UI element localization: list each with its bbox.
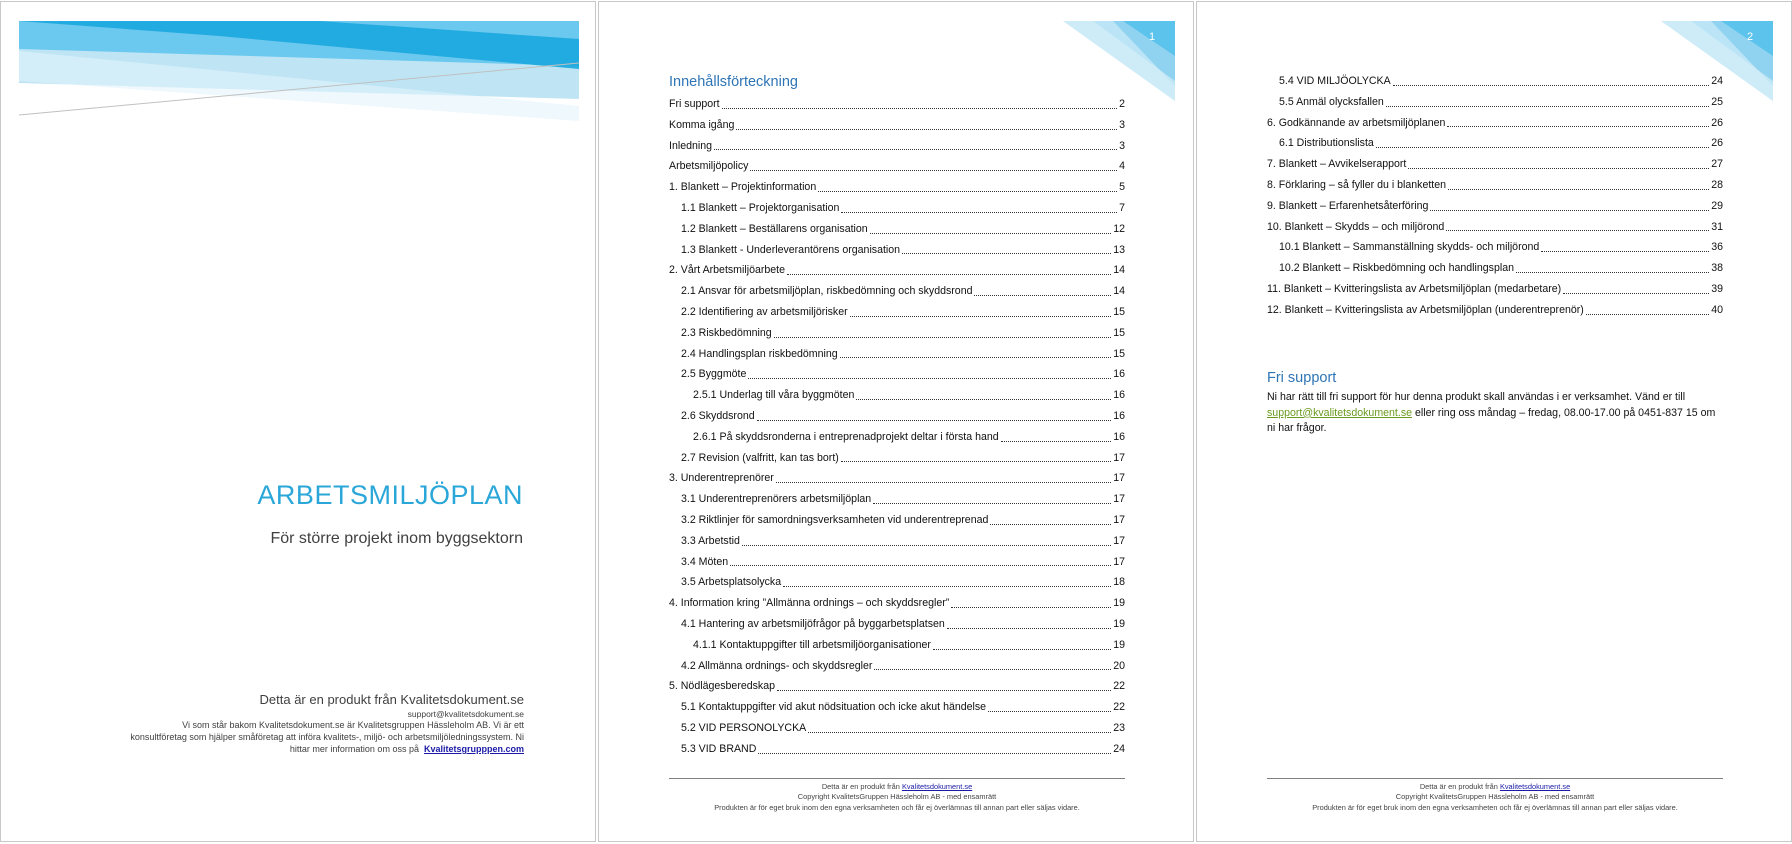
toc-dot-leader bbox=[1446, 230, 1709, 231]
toc-dot-leader bbox=[1541, 251, 1709, 252]
toc-dot-leader bbox=[714, 149, 1117, 150]
toc-dot-leader bbox=[947, 628, 1111, 629]
toc-entry-page: 17 bbox=[1113, 534, 1125, 547]
toc-entry-title: 6. Godkännande av arbetsmiljöplanen bbox=[1267, 116, 1446, 129]
toc-dot-leader bbox=[1563, 293, 1709, 294]
toc-entry-title: 4.2 Allmänna ordnings- och skyddsregler bbox=[681, 659, 873, 672]
toc-dot-leader bbox=[757, 420, 1112, 421]
toc-dot-leader bbox=[1586, 314, 1709, 315]
toc-entry-page: 29 bbox=[1711, 199, 1723, 212]
toc-entry-page: 16 bbox=[1113, 368, 1125, 381]
toc-entry-title: 5. Nödlägesberedskap bbox=[669, 680, 776, 693]
toc-dot-leader bbox=[1001, 441, 1112, 442]
toc-entry-page: 22 bbox=[1113, 680, 1125, 693]
toc-dot-leader bbox=[774, 337, 1112, 338]
toc-dot-leader bbox=[1447, 126, 1709, 127]
toc-entry-page: 7 bbox=[1119, 201, 1125, 214]
toc-entry[interactable] bbox=[669, 406, 1125, 427]
cover-footer-description: Vi som står bakom Kvalitetsdokument.se är Kvalitetsgruppen Hässleholm AB. Vi är ett konsultföretag som hjälper småföretag att införa kvalitets-, miljö- och arbetsmiljöledningssystem. Ni hittar mer information om oss på bbox=[130, 720, 524, 754]
toc-dot-leader bbox=[777, 690, 1111, 691]
footer-line-2: Copyright KvalitetsGruppen Hässleholm AB - med ensamrätt bbox=[1395, 792, 1595, 802]
toc-entry-page: 40 bbox=[1711, 303, 1723, 316]
toc-dot-leader bbox=[1516, 272, 1709, 273]
toc-dot-leader bbox=[840, 357, 1112, 358]
toc-entry-page: 15 bbox=[1113, 305, 1125, 318]
toc-entry[interactable] bbox=[669, 697, 1125, 718]
toc-entry-title: 3.5 Arbetsplatsolycka bbox=[681, 576, 782, 589]
toc-entry-page: 17 bbox=[1113, 451, 1125, 464]
toc-entry[interactable] bbox=[669, 364, 1125, 385]
toc-entry-title: 5.4 VID MILJÖOLYCKA bbox=[1279, 75, 1391, 87]
toc-entry-title: 2.7 Revision (valfritt, kan tas bort) bbox=[681, 451, 839, 464]
support-text-1: Ni har rätt till fri support för hur denna produkt skall användas i er verksamhet. Vänd er till bbox=[1267, 391, 1686, 403]
toc-entry-page: 16 bbox=[1113, 430, 1125, 443]
footer-line-3: Produkten är för eget bruk inom den egna verksamheten och får ej överlämnas till annan part eller säljas vidare. bbox=[1312, 802, 1678, 812]
toc-entry-page: 26 bbox=[1711, 137, 1723, 150]
toc-dot-leader bbox=[730, 565, 1111, 566]
toc-entry[interactable] bbox=[1267, 217, 1723, 238]
toc-entry[interactable] bbox=[669, 531, 1125, 552]
toc-entry-title: 3.2 Riktlinjer för samordningsverksamheten vid underentreprenad bbox=[681, 513, 989, 526]
toc-dot-leader bbox=[1430, 210, 1709, 211]
toc-entry-page: 17 bbox=[1113, 513, 1125, 526]
toc-dot-leader bbox=[874, 669, 1111, 670]
toc-entry-page: 23 bbox=[1113, 721, 1125, 734]
toc-dot-leader bbox=[841, 461, 1111, 462]
toc-dot-leader bbox=[742, 545, 1111, 546]
toc-entry[interactable] bbox=[669, 468, 1125, 489]
toc-entry-title: 3.4 Möten bbox=[681, 555, 729, 568]
toc-entry-title: 3.1 Underentreprenörers arbetsmiljöplan bbox=[681, 493, 872, 506]
cover-subtitle: För större projekt inom byggsektorn bbox=[270, 530, 523, 547]
toc-entry[interactable] bbox=[669, 177, 1125, 198]
toc-entry-title: 10.2 Blankett – Riskbedömning och handlingsplan bbox=[1279, 262, 1514, 275]
toc-entry-page: 25 bbox=[1711, 95, 1723, 108]
toc-entry-title: 12. Blankett – Kvitteringslista av Arbetsmiljöplan (underentreprenör) bbox=[1267, 303, 1584, 316]
toc-entry-page: 24 bbox=[1113, 742, 1125, 755]
toc-entry-page: 2 bbox=[1119, 98, 1125, 110]
toc-entry-title: 3. Underentreprenörer bbox=[669, 472, 774, 485]
toc-entry-page: 27 bbox=[1711, 158, 1723, 171]
toc-dot-leader bbox=[1376, 147, 1709, 148]
toc-entry-title: 10. Blankett – Skydds – och miljörond bbox=[1267, 220, 1445, 233]
toc-entry-page: 14 bbox=[1113, 264, 1125, 277]
toc-entry-page: 38 bbox=[1711, 262, 1723, 275]
table-of-contents-continued bbox=[1267, 71, 1723, 321]
footer-link[interactable]: Kvalitetsdokument.se bbox=[901, 782, 973, 791]
toc-page-2 bbox=[1196, 1, 1792, 842]
toc-entry[interactable] bbox=[1267, 175, 1723, 196]
toc-dot-leader bbox=[841, 212, 1117, 213]
toc-entry[interactable] bbox=[669, 198, 1125, 219]
toc-entry-title: Komma igång bbox=[669, 118, 735, 131]
toc-entry-page: 16 bbox=[1113, 409, 1125, 422]
toc-entry[interactable] bbox=[669, 510, 1125, 531]
toc-entry-page: 24 bbox=[1711, 75, 1723, 87]
toc-entry[interactable] bbox=[669, 94, 1125, 115]
toc-dot-leader bbox=[1448, 189, 1709, 190]
toc-dot-leader bbox=[783, 586, 1111, 587]
toc-entry[interactable] bbox=[1267, 279, 1723, 300]
toc-entry-page: 17 bbox=[1113, 472, 1125, 485]
toc-entry[interactable] bbox=[1267, 154, 1723, 175]
toc-entry[interactable] bbox=[1267, 237, 1723, 258]
toc-dot-leader bbox=[951, 607, 1111, 608]
cover-banner-graphic bbox=[19, 21, 579, 121]
toc-entry-title: 2.5.1 Underlag till våra byggmöten bbox=[693, 389, 855, 402]
page-number: 2 bbox=[1747, 31, 1754, 43]
toc-entry-page: 19 bbox=[1113, 617, 1125, 630]
toc-entry-page: 13 bbox=[1113, 243, 1125, 256]
toc-entry-page: 36 bbox=[1711, 241, 1723, 254]
toc-dot-leader bbox=[856, 399, 1111, 400]
toc-entry-title: 2.5 Byggmöte bbox=[681, 368, 747, 381]
toc-dot-leader bbox=[758, 753, 1111, 754]
toc-dot-leader bbox=[748, 378, 1111, 379]
toc-entry-page: 19 bbox=[1113, 638, 1125, 651]
toc-entry-title: 1.2 Blankett – Beställarens organisation bbox=[681, 222, 868, 235]
toc-entry[interactable] bbox=[1267, 258, 1723, 279]
toc-entry[interactable] bbox=[669, 552, 1125, 573]
toc-entry-page: 31 bbox=[1711, 220, 1723, 233]
toc-entry-title: 1. Blankett – Projektinformation bbox=[669, 181, 817, 194]
toc-dot-leader bbox=[933, 649, 1111, 650]
support-heading: Fri support bbox=[1267, 370, 1337, 386]
toc-entry-title: 10.1 Blankett – Sammanställning skydds- och miljörond bbox=[1279, 241, 1540, 254]
toc-entry-title: Arbetsmiljöpolicy bbox=[669, 160, 749, 173]
toc-dot-leader bbox=[750, 170, 1117, 171]
toc-heading: Innehållsförteckning bbox=[669, 74, 798, 90]
toc-dot-leader bbox=[873, 503, 1111, 504]
toc-dot-leader bbox=[808, 732, 1111, 733]
page-number: 1 bbox=[1149, 31, 1156, 43]
toc-entry-title: 1.3 Blankett - Underleverantörens organisation bbox=[681, 243, 901, 256]
cover-footer bbox=[124, 692, 524, 755]
toc-entry[interactable] bbox=[669, 427, 1125, 448]
toc-entry[interactable] bbox=[669, 115, 1125, 136]
toc-entry-page: 15 bbox=[1113, 347, 1125, 360]
toc-entry[interactable] bbox=[669, 656, 1125, 677]
toc-entry-title: 6.1 Distributionslista bbox=[1279, 137, 1374, 150]
toc-entry-page: 20 bbox=[1113, 659, 1125, 672]
toc-dot-leader bbox=[902, 253, 1111, 254]
toc-entry-title: 5.3 VID BRAND bbox=[681, 742, 757, 755]
toc-entry-title: 2.2 Identifiering av arbetsmiljörisker bbox=[681, 305, 848, 318]
toc-entry[interactable] bbox=[669, 136, 1125, 157]
toc-entry-page: 17 bbox=[1113, 555, 1125, 568]
toc-dot-leader bbox=[850, 316, 1112, 317]
toc-entry-page: 16 bbox=[1113, 389, 1125, 402]
toc-entry[interactable] bbox=[669, 323, 1125, 344]
toc-entry-page: 19 bbox=[1113, 597, 1125, 610]
footer-line-1 bbox=[669, 782, 1125, 792]
toc-entry[interactable] bbox=[1267, 92, 1723, 113]
toc-entry[interactable] bbox=[669, 385, 1125, 406]
toc-entry-title: 2. Vårt Arbetsmiljöarbete bbox=[669, 264, 785, 277]
toc-entry-title: 2.1 Ansvar för arbetsmiljöplan, riskbedömning och skyddsrond bbox=[681, 285, 973, 298]
page-footer bbox=[1267, 778, 1723, 813]
toc-dot-leader bbox=[776, 482, 1111, 483]
support-text bbox=[1267, 390, 1723, 437]
footer-line-2: Copyright KvalitetsGruppen Hässleholm AB - med ensamrätt bbox=[797, 792, 997, 802]
toc-entry-page: 22 bbox=[1113, 701, 1125, 714]
toc-entry[interactable] bbox=[669, 260, 1125, 281]
toc-entry-title: 7. Blankett – Avvikelserapport bbox=[1267, 158, 1407, 171]
toc-entry-title: Fri support bbox=[669, 98, 720, 110]
toc-entry-title: 8. Förklaring – så fyller du i blanketten bbox=[1267, 178, 1447, 191]
toc-entry[interactable] bbox=[1267, 300, 1723, 321]
toc-dot-leader bbox=[974, 295, 1111, 296]
footer-prefix: Detta är en produkt från bbox=[1419, 782, 1498, 791]
toc-entry-title: 9. Blankett – Erfarenhetsåterföring bbox=[1267, 199, 1429, 212]
toc-entry-title: Inledning bbox=[669, 139, 713, 152]
toc-entry[interactable] bbox=[1267, 113, 1723, 134]
support-text-2: eller ring oss måndag – fredag, 08.00-17.00 på 0451-837 15 om ni har frågor. bbox=[1267, 406, 1716, 435]
toc-entry-page: 28 bbox=[1711, 178, 1723, 191]
toc-entry[interactable] bbox=[669, 448, 1125, 469]
toc-entry[interactable] bbox=[669, 240, 1125, 261]
toc-entry[interactable] bbox=[669, 344, 1125, 365]
cover-title: ARBETSMILJÖPLAN bbox=[257, 480, 523, 510]
toc-entry-title: 5.5 Anmäl olycksfallen bbox=[1279, 95, 1384, 108]
cover-footer-heading: Detta är en produkt från Kvalitetsdokument.se bbox=[259, 692, 524, 707]
toc-entry-title: 2.6.1 På skyddsronderna i entreprenadprojekt deltar i första hand bbox=[693, 430, 999, 443]
toc-entry[interactable] bbox=[1267, 71, 1723, 92]
toc-dot-leader bbox=[1393, 85, 1710, 86]
toc-entry-page: 12 bbox=[1113, 222, 1125, 235]
cover-footer-link[interactable]: Kvalitetsgrupppen.com bbox=[423, 744, 524, 754]
support-section bbox=[1267, 370, 1723, 437]
toc-dot-leader bbox=[988, 711, 1111, 712]
toc-entry[interactable] bbox=[669, 676, 1125, 697]
toc-entry[interactable] bbox=[669, 739, 1125, 760]
toc-entry-title: 2.4 Handlingsplan riskbedömning bbox=[681, 347, 838, 360]
toc-entry[interactable] bbox=[669, 489, 1125, 510]
cover-footer-text bbox=[124, 719, 524, 755]
toc-entry[interactable] bbox=[669, 156, 1125, 177]
toc-entry[interactable] bbox=[669, 614, 1125, 635]
footer-line-3: Produkten är för eget bruk inom den egna verksamheten och får ej överlämnas till annan part eller säljas vidare. bbox=[714, 802, 1080, 812]
toc-entry-title: 11. Blankett – Kvitteringslista av Arbetsmiljöplan (medarbetare) bbox=[1267, 282, 1562, 295]
toc-dot-leader bbox=[870, 233, 1112, 234]
toc-entry-title: 2.6 Skyddsrond bbox=[681, 409, 755, 422]
toc-entry[interactable] bbox=[1267, 133, 1723, 154]
toc-entry-title: 5.2 VID PERSONOLYCKA bbox=[681, 721, 807, 734]
toc-dot-leader bbox=[1386, 106, 1709, 107]
toc-dot-leader bbox=[787, 274, 1111, 275]
toc-entry-page: 3 bbox=[1119, 118, 1125, 131]
toc-entry-page: 3 bbox=[1119, 139, 1125, 152]
toc-entry-page: 15 bbox=[1113, 326, 1125, 339]
footer-link[interactable]: Kvalitetsdokument.se bbox=[1499, 782, 1571, 791]
page-footer bbox=[669, 778, 1125, 813]
toc-entry-page: 18 bbox=[1113, 576, 1125, 589]
toc-entry-page: 39 bbox=[1711, 282, 1723, 295]
toc-entry[interactable] bbox=[669, 593, 1125, 614]
toc-dot-leader bbox=[722, 108, 1117, 109]
toc-entry-page: 17 bbox=[1113, 493, 1125, 506]
table-of-contents bbox=[669, 74, 1125, 760]
toc-entry-title: 5.1 Kontaktuppgifter vid akut nödsituation och icke akut händelse bbox=[681, 701, 987, 714]
toc-entry-title: 4. Information kring ”Allmänna ordnings – och skyddsregler” bbox=[669, 597, 950, 610]
cover-footer-email: support@kvalitetsdokument.se bbox=[407, 709, 524, 719]
cover-page bbox=[0, 1, 596, 842]
toc-entry[interactable] bbox=[669, 635, 1125, 656]
toc-entry[interactable] bbox=[669, 718, 1125, 739]
toc-page-1 bbox=[598, 1, 1194, 842]
toc-entry-title: 4.1 Hantering av arbetsmiljöfrågor på byggarbetsplatsen bbox=[681, 617, 945, 630]
support-email-link[interactable]: support@kvalitetsdokument.se bbox=[1267, 406, 1413, 419]
toc-entry[interactable] bbox=[669, 281, 1125, 302]
toc-entry[interactable] bbox=[669, 572, 1125, 593]
toc-entry-page: 5 bbox=[1119, 181, 1125, 194]
toc-entry-title: 4.1.1 Kontaktuppgifter till arbetsmiljöorganisationer bbox=[693, 638, 931, 651]
toc-entry-title: 2.3 Riskbedömning bbox=[681, 326, 772, 339]
toc-entry-title: 1.1 Blankett – Projektorganisation bbox=[681, 201, 840, 214]
toc-entry-page: 26 bbox=[1711, 116, 1723, 129]
toc-dot-leader bbox=[818, 191, 1117, 192]
toc-dot-leader bbox=[990, 524, 1111, 525]
footer-line-1 bbox=[1267, 782, 1723, 792]
toc-dot-leader bbox=[736, 129, 1117, 130]
footer-prefix: Detta är en produkt från bbox=[821, 782, 900, 791]
toc-entry-page: 4 bbox=[1119, 160, 1125, 173]
toc-entry[interactable] bbox=[1267, 196, 1723, 217]
toc-dot-leader bbox=[1408, 168, 1709, 169]
toc-entry[interactable] bbox=[669, 302, 1125, 323]
toc-entry-title: 3.3 Arbetstid bbox=[681, 534, 740, 547]
toc-entry-page: 14 bbox=[1113, 285, 1125, 298]
toc-entry[interactable] bbox=[669, 219, 1125, 240]
